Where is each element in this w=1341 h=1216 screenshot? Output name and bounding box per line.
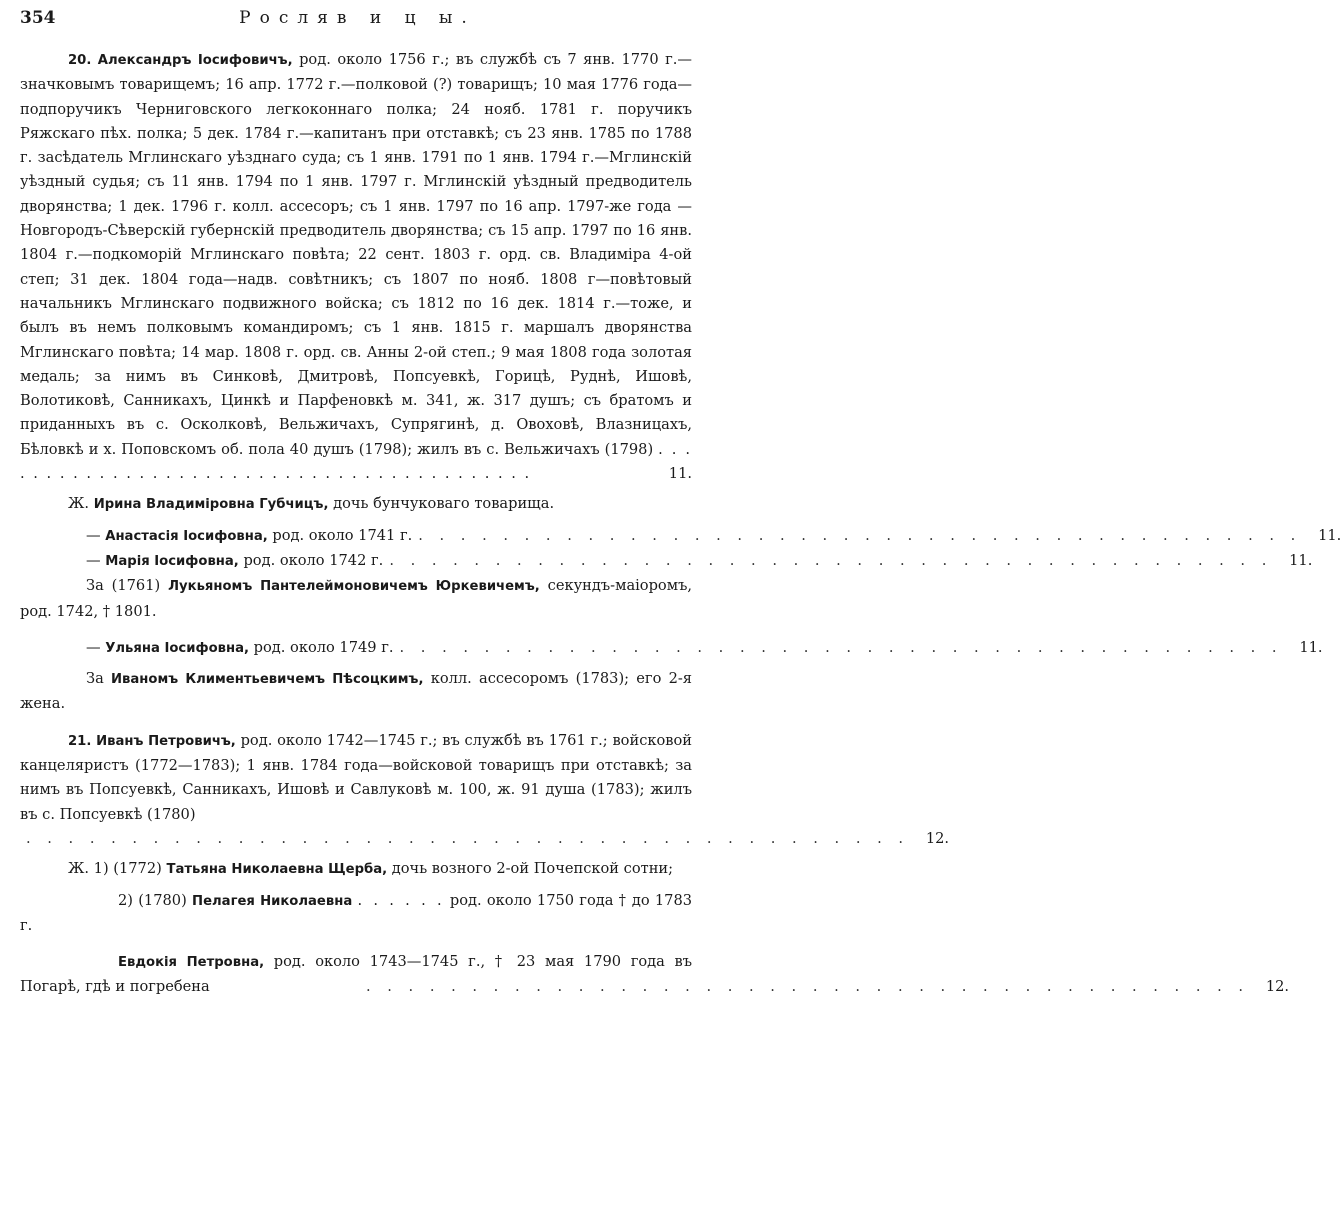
wife-prefix: Ж.: [68, 495, 90, 513]
entry-name: Марія Іосифовна,: [105, 553, 239, 569]
entry-rest: род. около 1743—1745 г., † 23 мая 1790 года въ Погарѣ, гдѣ и погребена: [20, 953, 693, 996]
entry-21-wife-1: [20, 857, 692, 882]
entry-number: 11.: [1289, 551, 1313, 569]
wife-name: Ирина Владиміровна Губчицъ,: [93, 497, 329, 513]
entry-number: 12.: [1265, 978, 1290, 996]
entry-20: [20, 48, 692, 486]
page-header: [18, 4, 697, 32]
leader-dots: . . . . . . . . . . . . . . . . . . . . . . . . . . . . . . . . . . . . . . . . . .: [389, 551, 1273, 569]
husband-name: Иваномъ Климентьевичемъ Пѣсоцкимъ,: [111, 672, 424, 688]
entry-dash: —: [86, 551, 101, 569]
entry-21-wife-2: 2) (1780) Пелагея Николаевна . . . . . . род. около 1750 года † до 1783 г.: [20, 891, 693, 934]
entry-20-wife: [20, 492, 692, 517]
wife-prefix: 2) (1780): [118, 891, 187, 909]
entry-maria: [20, 549, 1313, 574]
entry-maria-husband: [20, 574, 692, 624]
entry-20-number: 11.: [668, 465, 692, 483]
entry-dash: —: [86, 638, 101, 656]
entry-21-body: род. около 1742—1745 г.; въ службѣ въ 1761 г.; войсковой канцеляристъ (1772—1783); 1 янв. 1784 года—войсковой товарищъ при отставкѣ; за нимъ въ Попсуевкѣ, Санникахъ, Ишовѣ и Савлуковѣ м. 100, ж. 91 душа (1783); жилъ въ с. Попсуевкѣ (1780): [20, 731, 693, 823]
husband-rest: секундъ-маіоромъ, род. 1742, † 1801.: [20, 577, 692, 620]
entry-dash: —: [86, 526, 101, 544]
leader-dots: . . . . . . . . . . . . . . . . . . . . . . . . . . . . . . . . . . . . . . . . . .: [399, 638, 1283, 656]
husband-rest: колл. ассесоромъ (1783); его 2-я жена.: [20, 670, 692, 713]
entry-anastasia: [20, 524, 1341, 549]
entry-20-body: род. около 1756 г.; въ службѣ съ 7 янв. 1770 г.—значковымъ товарищемъ; 16 апр. 1772 г.—полковой (?) товарищъ; 10 мая 1776 года—подпоручикъ Черниговского легкоконнаго полка; 24 нояб. 1781 г. поручикъ Ряжскаго пѣх. полка; 5 дек. 1784 г.—капитанъ при отставкѣ; съ 23 янв. 1785 по 1788 г. засѣдатель Мглинскаго уѣзднаго суда; съ 1 янв. 1791 по 1 янв. 1794 г.—Мглинскій уѣздный судья; съ 11 янв. 1794 по 1 янв. 1797 г. Мглинскій уѣздный предводитель дворянства; 1 дек. 1796 г. колл. ассесоръ; съ 1 янв. 1797 по 16 апр. 1797-же года — Новгородъ-Сѣверскій губернскій предводитель дворянства; съ 15 апр. 1797 по 16 янв. 1804 г.—подкоморій Мглинскаго повѣта; 22 сент. 1803 г. орд. св. Владиміра 4-ой степ; 31 дек. 1804 года—надв. совѣтникъ; съ 1807 по нояб. 1808 г—повѣтовый начальникъ Мглинскаго подвижного войска; съ 1812 по 16 дек. 1814 г.—тоже, и былъ въ немъ полковымъ командиромъ; съ 1 янв. 1815 г. маршалъ дворянства Мглинскаго повѣта; 14 мар. 1808 г. орд. св. Анны 2-ой степ.; 9 мая 1808 года золотая медаль; за нимъ въ Синковѣ, Дмитровѣ, Попсуевкѣ, Горицѣ, Руднѣ, Ишовѣ, Волотиковѣ, Санникахъ, Цинкѣ и Парфеновкѣ м. 341, ж. 317 душъ; съ братомъ и приданныхъ въ с. Осколковѣ, Вельжичахъ, Супрягинѣ, д. Овоховѣ, Влазницахъ, Бѣловкѣ и х. Поповскомъ об. пола 40 душъ (1798); жилъ въ с. Вельжичахъ (1798): [20, 51, 692, 458]
page-number: 354: [20, 8, 56, 28]
entry-number: 11.: [1299, 638, 1323, 656]
husband-prefix: За: [86, 670, 104, 688]
running-head: Росляв и ц ы.: [239, 8, 476, 28]
entry-ulyana-husband: [20, 667, 692, 717]
entry-rest: род. около 1749 г.: [253, 638, 394, 656]
entry-rest: род. около 1741 г.: [272, 526, 413, 544]
entry-20-name: 20. Александръ Іосифовичъ,: [68, 53, 293, 68]
entry-ulyana: [20, 636, 1323, 661]
wife-rest: дочь бунчуковаго товарища.: [333, 495, 555, 513]
body-text: [20, 48, 1341, 1000]
leader-dots: . . . . . . . . . . . . . . . . . . . . . . . . . . . . . . . . . . . . . . . . . .: [26, 829, 910, 847]
entry-number: 11.: [1318, 526, 1341, 544]
entry-name: Евдокія Петровна,: [118, 955, 265, 971]
husband-name: Лукьяномъ Пантелеймоновичемъ Юркевичемъ,: [168, 579, 540, 595]
entry-21: [20, 729, 692, 827]
wife-name: Пелагея Николаевна: [192, 893, 353, 909]
entry-name: Анастасія Іосифовна,: [105, 528, 268, 544]
wife-rest: дочь возного 2-ой Почепской сотни;: [391, 860, 674, 878]
entry-name: Ульяна Іосифовна,: [105, 640, 250, 656]
entry-21-number: 12.: [925, 829, 950, 847]
entry-rest: род. около 1742 г.: [243, 551, 384, 569]
entry-21-number-row: [20, 827, 950, 851]
husband-prefix: За (1761): [86, 577, 161, 595]
wife-prefix: Ж. 1) (1772): [68, 860, 162, 878]
wife-rest: род. около 1750 года † до 1783 г.: [20, 891, 693, 934]
leader-dots: . . . . . . . . . . . . . . . . . . . . . . . . . . . . . . . . . . . . . . . . . .: [418, 526, 1302, 544]
entry-20-dots: . . . . . . . . . . . . . . . . . . . . . . . . . . . . . . . . . . . . . . . . . .: [20, 440, 693, 483]
wife-name: Татьяна Николаевна Щерба,: [166, 862, 388, 878]
leader-dots: . . . . . . . . . . . . . . . . . . . . . . . . . . . . . . . . . . . . . . . . . .: [366, 978, 1250, 996]
entry-21-name: 21. Иванъ Петровичъ,: [68, 733, 236, 749]
